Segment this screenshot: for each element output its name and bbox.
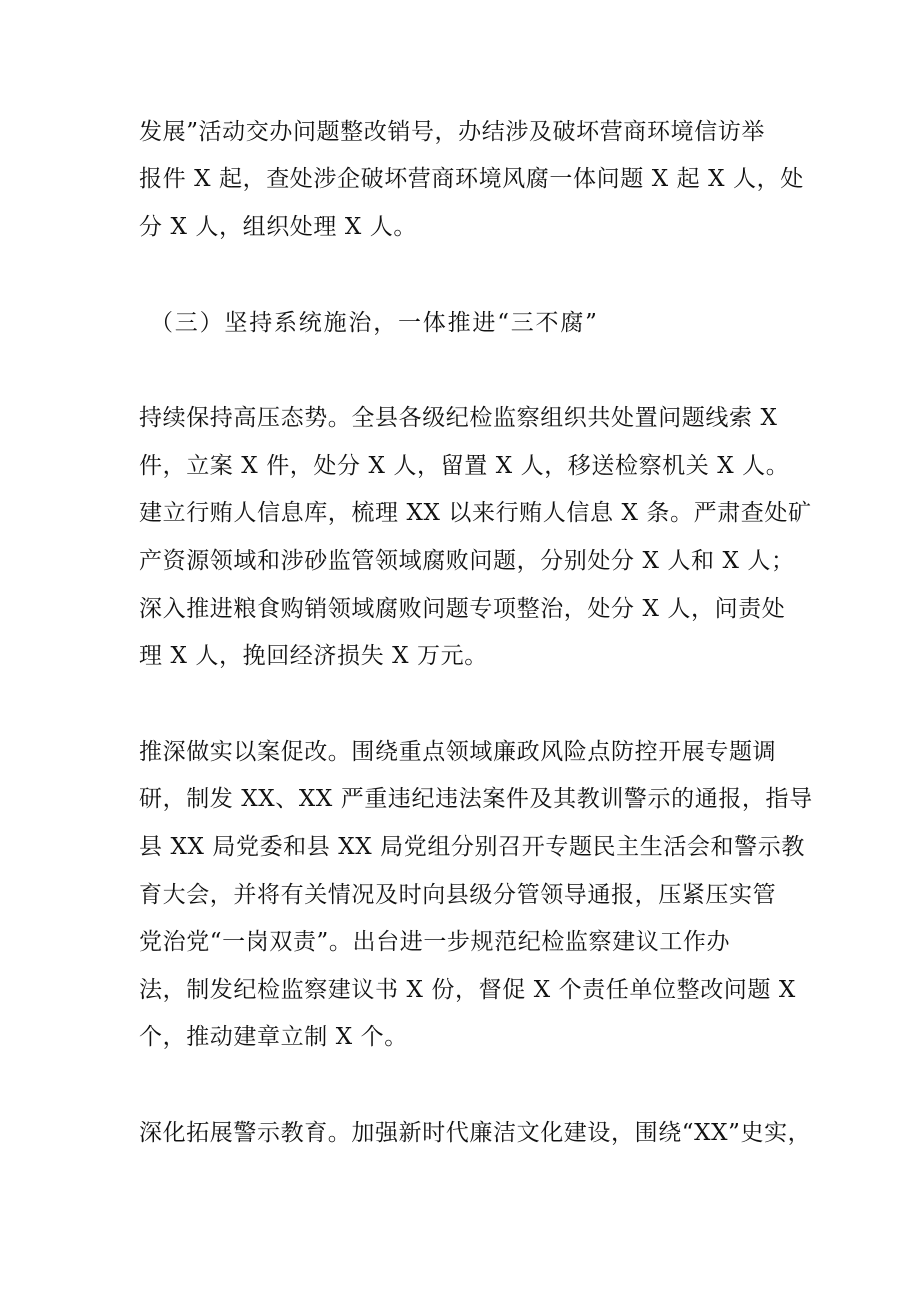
paragraph-3-line-1: 推深做实以案促改。围绕重点领域廉政风险点防控开展专题调	[139, 739, 777, 765]
paragraph-2-line-2: 件，立案 X 件，处分 X 人，留置 X 人，移送检察机关 X 人。	[139, 453, 790, 479]
paragraph-3-line-5: 党治党“一岗双责”。出台进一步规范纪检监察建议工作办	[139, 929, 731, 955]
paragraph-2-line-4: 产资源领域和涉砂监管领域腐败问题，分别处分 X 人和 X 人；	[139, 548, 795, 574]
paragraph-2-line-5: 深入推进粮食购销领域腐败问题专项整治，处分 X 人，问责处	[139, 596, 786, 622]
paragraph-3-line-3: 县 XX 局党委和县 XX 局党组分别召开专题民主生活会和警示教	[139, 834, 805, 860]
paragraph-2-line-1: 持续保持高压态势。全县各级纪检监察组织共处置问题线索 X	[139, 405, 778, 431]
paragraph-1-line-3: 分 X 人，组织处理 X 人。	[139, 214, 417, 240]
paragraph-3-line-4: 育大会，并将有关情况及时向县级分管领导通报，压紧压实管	[139, 882, 777, 908]
paragraph-1-line-1: 发展”活动交办问题整改销号，办结涉及破坏营商环境信访举	[139, 119, 765, 145]
paragraph-4-line-1: 深化拓展警示教育。加强新时代廉洁文化建设，围绕“XX”史实，	[139, 1120, 812, 1146]
section-heading: （三）坚持系统施治，一体推进“三不腐”	[150, 310, 599, 336]
paragraph-2-line-6: 理 X 人，挽回经济损失 X 万元。	[139, 643, 488, 669]
paragraph-3-line-7: 个，推动建章立制 X 个。	[139, 1024, 408, 1050]
paragraph-3-line-6: 法，制发纪检监察建议书 X 份，督促 X 个责任单位整改问题 X	[139, 977, 796, 1003]
paragraph-3-line-2: 研，制发 XX、XX 严重违纪违法案件及其教训警示的通报，指导	[139, 786, 813, 812]
paragraph-1-line-2: 报件 X 起，查处涉企破坏营商环境风腐一体问题 X 起 X 人，处	[139, 166, 804, 192]
paragraph-2-line-3: 建立行贿人信息库，梳理 XX 以来行贿人信息 X 条。严肃查处矿	[139, 500, 812, 526]
